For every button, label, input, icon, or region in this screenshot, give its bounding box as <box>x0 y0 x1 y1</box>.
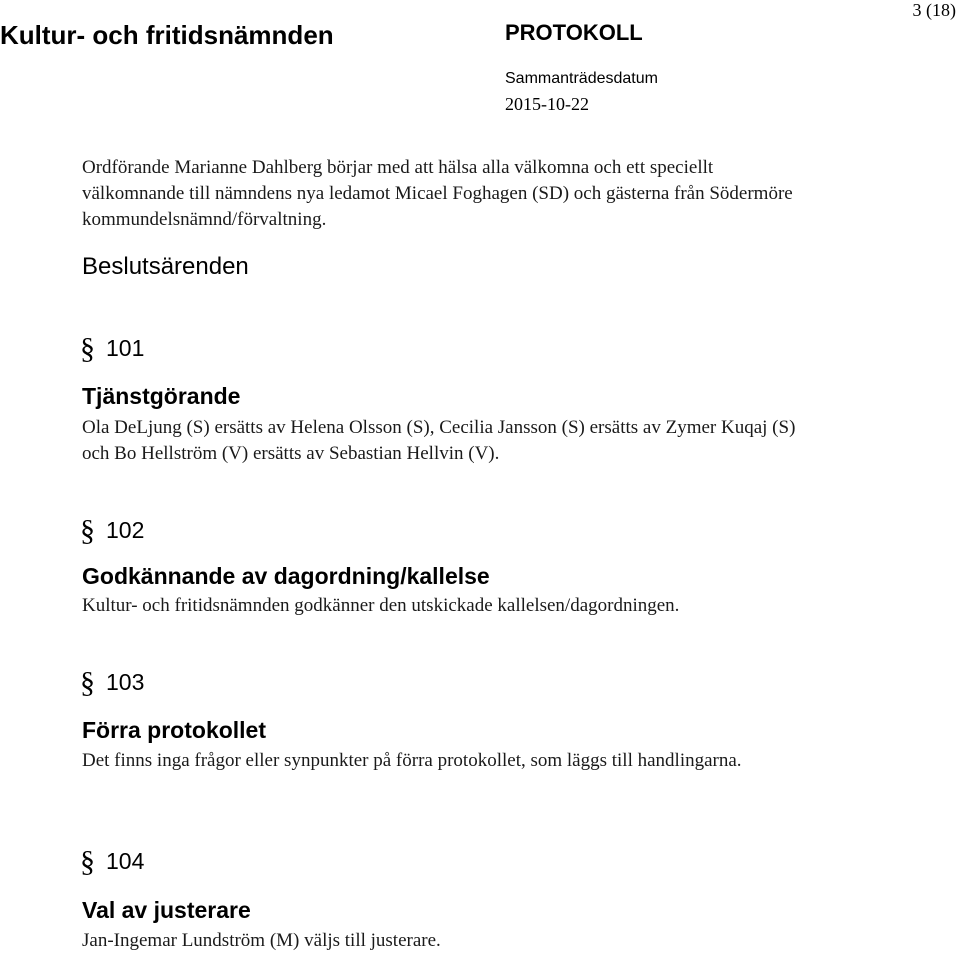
item-text: Jan-Ingemar Lundström (M) väljs till justerare. <box>82 930 441 951</box>
document-type: PROTOKOLL <box>505 20 643 45</box>
meeting-date-label: Sammanträdesdatum <box>505 70 658 87</box>
meeting-date: 2015-10-22 <box>505 94 589 114</box>
item-number: 103 <box>106 669 145 695</box>
item-number: 101 <box>106 335 145 361</box>
paragraph-symbol: § <box>80 666 95 699</box>
paragraph-symbol: § <box>80 514 95 547</box>
item-text: Kultur- och fritidsnämnden godkänner den utskickade kallelsen/dagordningen. <box>82 595 680 616</box>
page-number: 3 (18) <box>912 0 956 20</box>
item-title: Tjänstgörande <box>82 383 241 409</box>
paragraph-symbol: § <box>80 332 95 365</box>
item-text: Det finns inga frågor eller synpunkter på förra protokollet, som läggs till handlingarna. <box>82 750 742 771</box>
intro-paragraph: Ordförande Marianne Dahlberg börjar med att hälsa alla välkomna och ett speciellt välkomnande till nämndens nya ledamot Micael Foghagen (SD) och gästerna från Södermöre kommundelsnämnd/förvaltning. <box>82 157 793 230</box>
item-title: Val av justerare <box>82 897 251 923</box>
organization-name: Kultur- och fritidsnämnden <box>0 20 334 50</box>
item-number: 102 <box>106 517 145 543</box>
item-number: 104 <box>106 848 145 874</box>
item-title: Godkännande av dagordning/kallelse <box>82 563 490 589</box>
item-title: Förra protokollet <box>82 717 267 743</box>
section-heading: Beslutsärenden <box>82 253 249 280</box>
paragraph-symbol: § <box>80 845 95 878</box>
item-text: Ola DeLjung (S) ersätts av Helena Olsson (S), Cecilia Jansson (S) ersätts av Zymer Kuqaj (S) och Bo Hellström (V) ersätts av Sebastian Hellvin (V). <box>82 417 796 464</box>
